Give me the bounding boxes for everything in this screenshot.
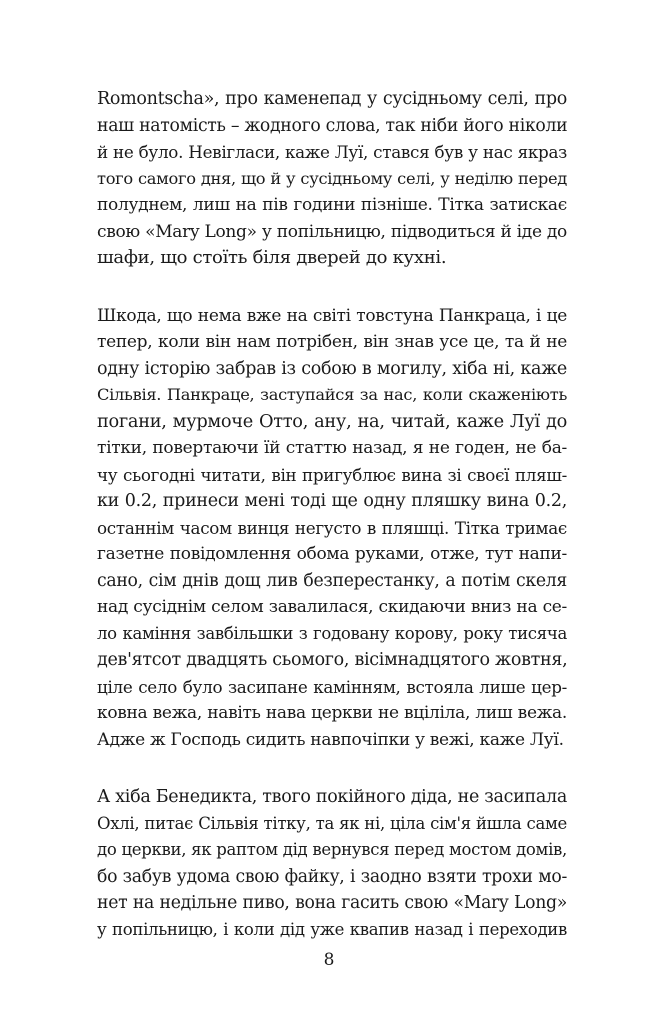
page-number: 8 bbox=[323, 950, 335, 970]
text-line: Romontscha», про каменепад у сусідньому селі, про bbox=[97, 89, 567, 109]
text-line: ки 0.2, принеси мені тоді ще одну пляшку вина 0.2, bbox=[97, 491, 567, 511]
text-line: дев'ятсот двадцять сьомого, вісімнадцятого жовтня, bbox=[97, 650, 568, 670]
text-line: тепер, коли він нам потрібен, він знав усе це, та й не bbox=[97, 332, 567, 352]
text-line: А хіба Бенедикта, твого покійного діда, не засипала bbox=[97, 787, 567, 807]
text-line: ковна вежа, навіть нава церкви не вціліла, лиш вежа. bbox=[97, 703, 567, 723]
text-line: наш натомість – жодного слова, так ніби його ніколи bbox=[97, 115, 568, 136]
text-line: Шкода, що нема вже на світі товстуна Панкраца, і це bbox=[97, 305, 567, 326]
text-line: ло каміння завбільшки з годовану корову, року тисяча bbox=[97, 623, 567, 643]
text-line: у попільницю, і коли дід уже квапив назад і переходив bbox=[97, 919, 567, 939]
text-line: нет на недільне пиво, вона гасить свою «Mary Long» bbox=[97, 893, 567, 913]
text-line: шафи, що стоїть біля дверей до кухні. bbox=[97, 247, 447, 268]
text-line: тітки, повертаючи їй статтю назад, я не годен, не ба- bbox=[97, 438, 567, 458]
text-line: свою «Mary Long» у попільницю, підводиться й іде до bbox=[97, 221, 567, 242]
text-line: останнім часом винця негусто в пляшці. Тітка тримає bbox=[97, 517, 567, 538]
text-line: чу сьогодні читати, він пригублює вина зі своєї пляш- bbox=[97, 464, 567, 485]
text-line: Охлі, питає Сільвія тітку, та як ні, ціла сім'я йшла саме bbox=[97, 813, 567, 833]
paragraph-3 bbox=[97, 784, 567, 943]
text-line: того самого дня, що й у сусідньому селі, у неділю перед bbox=[97, 168, 567, 188]
text-line: Сільвія. Панкраце, заступайся за нас, коли скаженіють bbox=[97, 385, 567, 404]
text-line: над сусіднім селом завалилася, скидаючи вниз на се- bbox=[97, 597, 567, 617]
text-line: Адже ж Господь сидить навпочіпки у вежі, каже Луї. bbox=[97, 729, 564, 750]
text-line: газетне повідомлення обома руками, отже, тут напи- bbox=[97, 544, 567, 564]
page-body bbox=[97, 86, 567, 974]
text-line: ціле село було засипане камінням, встояла лише цер- bbox=[97, 676, 567, 697]
paragraph-2 bbox=[97, 303, 567, 754]
text-line: сано, сім днів дощ лив безперестанку, а потім скеля bbox=[97, 570, 567, 591]
text-line: погани, мурмоче Отто, ану, на, читай, каже Луї до bbox=[97, 411, 567, 432]
text-line: й не було. Невігласи, каже Луї, стався був у нас якраз bbox=[97, 142, 567, 162]
paragraph-1 bbox=[97, 86, 567, 272]
text-line: полуднем, лиш на пів години пізніше. Тітка затискає bbox=[97, 195, 567, 215]
text-line: бо забув удома свою файку, і заодно взяти трохи мо- bbox=[97, 866, 567, 887]
text-line: до церкви, як раптом дід вернувся перед мостом домів, bbox=[97, 840, 567, 859]
text-line: одну історію забрав із собою в могилу, хіба ні, каже bbox=[97, 358, 567, 379]
